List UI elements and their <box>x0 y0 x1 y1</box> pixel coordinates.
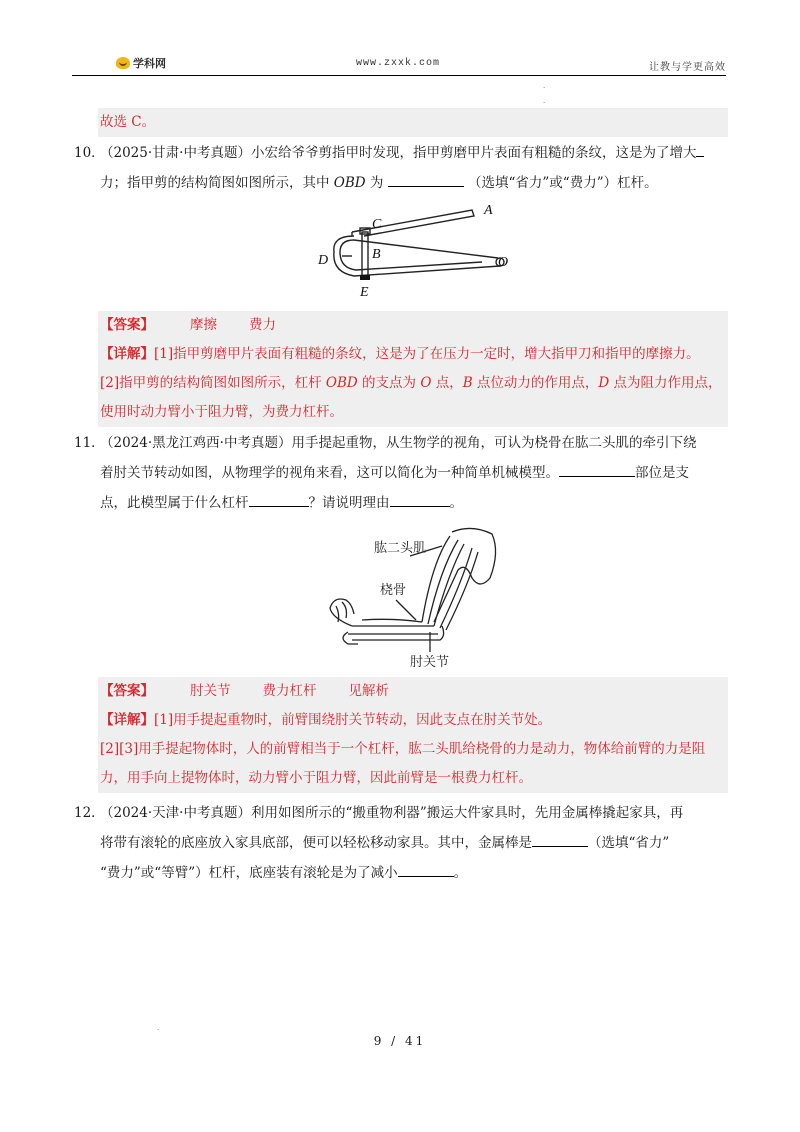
answer-blank[interactable] <box>390 494 450 507</box>
detail-text: [2]指甲剪的结构简图如图所示，杠杆 <box>100 375 326 391</box>
answer-value: 费力 <box>249 317 276 333</box>
answer-value: 肘关节 <box>190 683 231 699</box>
question-text: 。 <box>449 495 463 511</box>
variable-obd: OBD <box>333 175 366 191</box>
question-text: （2024·天津·中考真题）利用如图所示的“搬重物利器”搬运大件家具时，先用金属棒撬起家具，再 <box>100 805 684 821</box>
label-radius: 桡骨 <box>380 583 407 598</box>
answer-value: 费力杠杆 <box>262 683 317 699</box>
logo-text: 学科网 <box>133 57 166 70</box>
label-elbow: 肘关节 <box>410 655 450 670</box>
question-text: （选填“省力”或“费力”）杠杆。 <box>468 175 658 191</box>
detail-line <box>98 340 728 369</box>
question-text: 部位是支 <box>635 465 689 481</box>
answer-blank[interactable] <box>388 174 464 187</box>
detail-text: 点位动力的作用点， <box>472 375 599 391</box>
question-11 <box>74 428 734 518</box>
question-10 <box>74 138 734 198</box>
logo-icon <box>116 57 130 69</box>
answer-blank[interactable] <box>532 834 588 847</box>
answer-tag: 【答案】 <box>100 317 154 333</box>
question-text: 力；指甲剪的结构简图如图所示，其中 <box>100 175 330 191</box>
detail-text: 的支点为 <box>357 375 421 391</box>
answer-blank[interactable] <box>398 864 454 877</box>
answer-value: 见解析 <box>348 683 389 699</box>
header-slogan: 让教与学更高效 <box>649 62 726 73</box>
label-biceps: 肱二头肌 <box>374 541 427 556</box>
label-o: O <box>498 255 509 270</box>
answer-value: 摩擦 <box>190 317 217 333</box>
question-text: “费力”或“等臂”）杠杆，底座装有滚轮是为了减小 <box>100 865 398 881</box>
label-b: B <box>372 247 381 262</box>
answer-11-block <box>98 677 728 793</box>
detail-text: 点， <box>431 375 463 391</box>
question-text: （2024·黑龙江鸡西·中考真题）用手提起重物，从生物学的视角，可认为桡骨在肱二头肌的牵引下绕 <box>100 435 697 451</box>
page-number: 9 / 41 <box>373 1034 427 1048</box>
question-text: （选填“省力” <box>588 835 670 851</box>
question-number: 10． <box>74 145 105 161</box>
answer-blank[interactable] <box>559 464 635 477</box>
question-number: 11． <box>74 435 105 451</box>
answer-blank[interactable] <box>249 494 309 507</box>
detail-line <box>98 369 728 398</box>
detail-text: 点为阻力作用点， <box>609 375 722 391</box>
site-url: www.zxxk.com <box>356 58 441 69</box>
question-text: 点，此模型属于什么杠杆 <box>100 495 249 511</box>
answer-10-block <box>98 311 728 427</box>
detail-tag: 【详解】 <box>100 712 154 728</box>
stray-mark: · <box>543 99 546 107</box>
arm-muscle-figure <box>322 522 512 672</box>
nail-clipper-figure <box>312 196 522 304</box>
detail-line: 力，用手向上提物体时，动力臂小于阻力臂，因此前臂是一根费力杠杆。 <box>100 770 532 786</box>
question-text: 为 <box>369 175 384 191</box>
detail-line: 使用时动力臂小于阻力臂，为费力杠杆。 <box>100 404 343 420</box>
question-text: 。 <box>453 865 468 881</box>
variable-o: O <box>420 375 432 391</box>
detail-text: [1]用手提起重物时，前臂围绕肘关节转动，因此支点在肘关节处。 <box>154 712 552 728</box>
point-e-mark <box>360 275 370 280</box>
label-a: A <box>484 203 493 218</box>
header-divider <box>72 75 726 76</box>
label-c: C <box>372 217 382 232</box>
label-d: D <box>318 253 329 268</box>
variable-obd: OBD <box>325 375 358 391</box>
answer-line <box>98 677 728 706</box>
answer-tag: 【答案】 <box>100 683 154 699</box>
question-12 <box>74 798 734 888</box>
variable-d: D <box>598 375 610 391</box>
stray-mark: · <box>543 84 546 92</box>
answer-blank[interactable] <box>696 144 704 157</box>
question-text: ？请说明理由 <box>308 495 390 511</box>
detail-line: [2][3]用手提起物体时，人的前臂相当于一个杠杆，肱二头肌给桡骨的力是动力，物体给前臂的力是阻 <box>100 741 706 757</box>
question-text: （2025·甘肃·中考真题）小宏给爷爷剪指甲时发现，指甲剪磨甲片表面有粗糙的条纹，这是为了增大 <box>100 145 697 161</box>
question-text: 将带有滚轮的底座放入家具底部，便可以轻松移动家具。其中，金属棒是 <box>100 835 532 851</box>
site-logo <box>116 55 166 71</box>
question-number: 12． <box>74 805 105 821</box>
page-header <box>72 52 726 74</box>
prev-answer-block <box>98 108 728 137</box>
answer-line <box>98 311 728 340</box>
stray-mark: · <box>157 1026 160 1034</box>
prev-answer-text: 故选 C。 <box>100 114 156 130</box>
question-text: 着肘关节转动如图，从物理学的视角来看，这可以简化为一种简单机械模型。 <box>100 465 559 481</box>
label-e: E <box>360 285 369 300</box>
detail-text: [1]指甲剪磨甲片表面有粗糙的条纹，这是为了在压力一定时，增大指甲刀和指甲的摩擦力。 <box>154 346 700 362</box>
variable-b: B <box>462 375 473 391</box>
detail-tag: 【详解】 <box>100 346 154 362</box>
detail-line <box>98 706 728 735</box>
